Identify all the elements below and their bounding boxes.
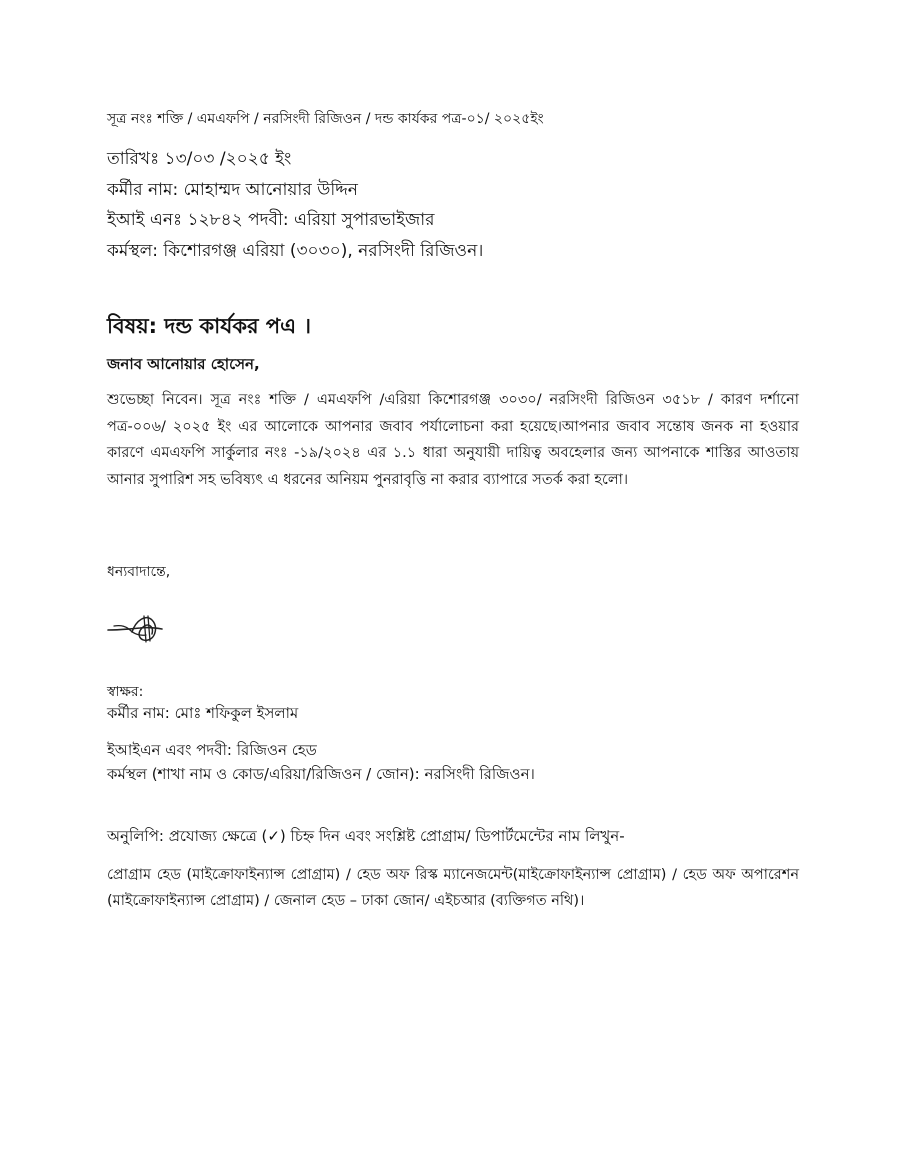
signature-label: স্বাক্ষর: [107,684,144,700]
body-paragraph: শুভেচ্ছা নিবেন। সূত্র নংঃ শক্তি / এমএফপি /এরিয়া কিশোরগঞ্জ ৩০৩০/ নরসিংদী রিজিওন ৩৫১৮ / কারণ দর্শানো পত্র-০০৬/ ২০২৫ ইং এর আলোকে আপনার জবাব পর্যালোচনা করা হয়েছে।আপনার জবাব সন্তোষ জনক না হওয়ার কারণে এমএফপি সার্কুলার নংঃ -১৯/২০২৪ এর ১.১ ধারা অনুযায়ী দায়িত্ব অবহেলার জন্য আপনাকে শাস্তির আওতায় আনার সুপারিশ সহ ভবিষ্যৎ এ ধরনের অনিয়ম পুনরাবৃত্তি না করার ব্যাপারে সতর্ক করা হলো। [107,392,799,488]
date-line: তারিখঃ ১৩/০৩ /২০২৫ ইং [107,149,292,169]
subject-heading: বিষয়: দন্ড কার্যকর পএ । [107,314,311,338]
signatory-workplace: কর্মস্থল (শাখা নাম ও কোড/এরিয়া/রিজিওন / জোন): নরসিংদী রিজিওন। [107,765,535,783]
workplace-line: কর্মস্থল: কিশোরগঞ্জ এরিয়া (৩০৩০), নরসিংদী রিজিওন। [107,241,484,261]
employee-id-line: ইআই এনঃ ১২৮৪২ পদবী: এরিয়া সুপারভাইজার [107,210,435,230]
signatory-name: কর্মীর নাম: মোঃ শফিকুল ইসলাম [107,704,299,722]
employee-name-line: কর্মীর নাম: মোহাম্মদ আনোয়ার উদ্দিন [107,180,358,200]
signatory-designation: ইআইএন এবং পদবী: রিজিওন হেড [107,741,317,759]
copy-recipients: প্রোগ্রাম হেড (মাইক্রোফাইন্যান্স প্রোগ্রাম) / হেড অফ রিস্ক ম্যানেজমেন্ট(মাইক্রোফাইন্যান্স প্রোগ্রাম) / হেড অফ অপারেশন (মাইক্রোফাইন্যান্স প্রোগ্রাম) / জেনাল হেড – ঢাকা জোন/ এইচআর (ব্যক্তিগত নথি)। [107,867,799,909]
handwritten-signature [106,608,166,648]
salutation: জনাব আনোয়ার হোসেন, [107,355,260,373]
reference-line: সূত্র নংঃ শক্তি / এমএফপি / নরসিংদী রিজিওন / দন্ড কার্যকর পত্র-০১/ ২০২৫ইং [107,111,544,127]
copy-instruction: অনুলিপি: প্রযোজ্য ক্ষেত্রে (✓) চিহ্ন দিন এবং সংশ্লিষ্ট প্রোগ্রাম/ ডিপার্টমেন্টের নাম লিখুন- [107,827,625,845]
closing: ধন্যবাদান্তে, [107,564,171,580]
